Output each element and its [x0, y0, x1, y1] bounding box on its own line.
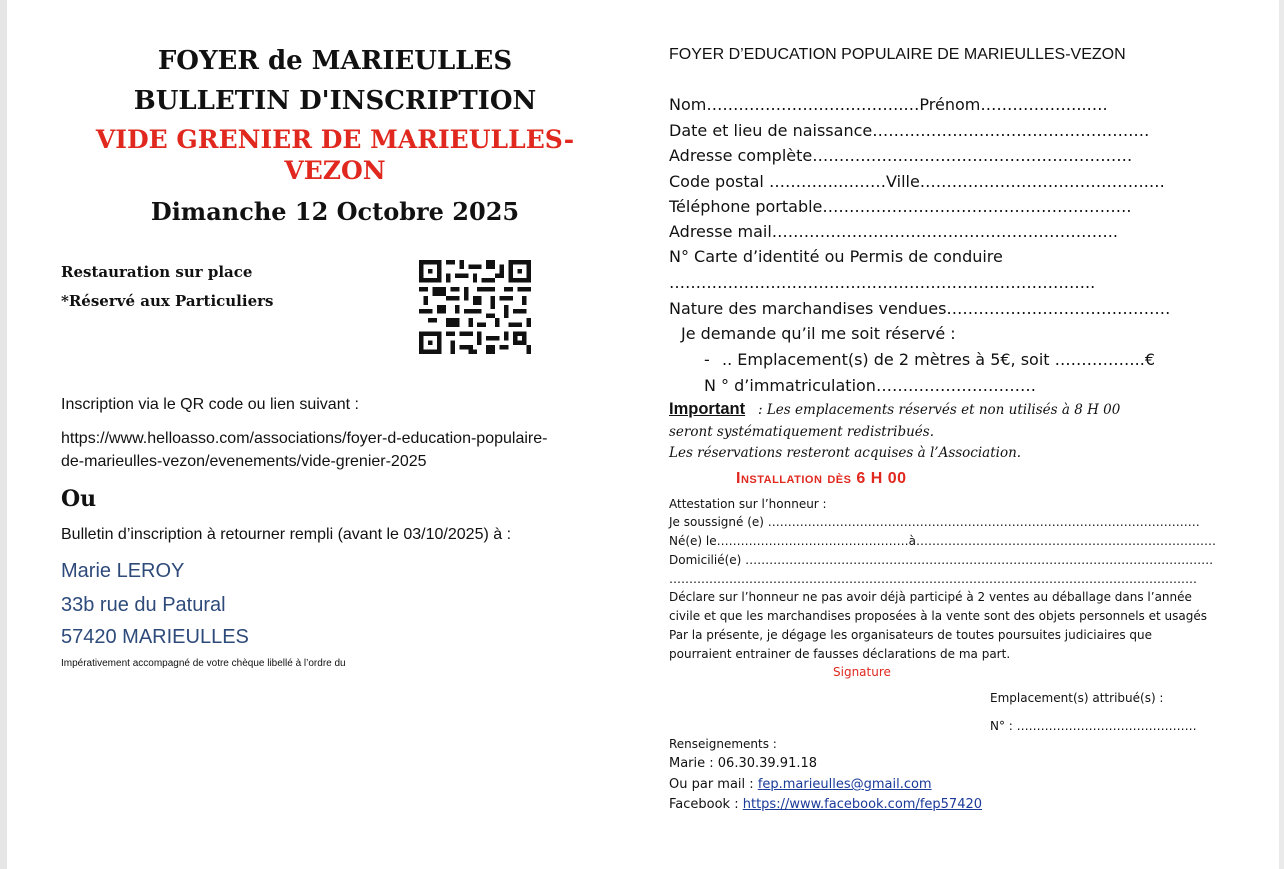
- field-cni-dots[interactable]: ……………………………………………………………………..: [669, 273, 1096, 292]
- mail-label: Ou par mail :: [669, 777, 758, 792]
- address-street: 33b rue du Patural: [61, 594, 226, 616]
- address-city: 57420 MARIEULLES: [61, 626, 249, 648]
- emplacement-attribue: Emplacement(s) attribué(s) :: [990, 691, 1164, 705]
- page-edge-left: [0, 0, 7, 869]
- restauration-note: Restauration sur place: [61, 263, 253, 281]
- field-cni-label: N° Carte d’identité ou Permis de conduire: [669, 247, 1003, 266]
- declaration-line-4: pourraient entrainer de fausses déclarations de ma part.: [669, 647, 1011, 661]
- qr-intro: Inscription via le QR code ou lien suivant :: [61, 396, 359, 413]
- field-soussigne[interactable]: Je soussigné (e) ………………………………………………………………………………………………: [669, 515, 1200, 529]
- field-telephone[interactable]: Téléphone portable………………………………………………….: [669, 197, 1132, 216]
- facebook-label: Facebook :: [669, 797, 743, 812]
- declaration-line-2: civile et que les marchandises proposées à la vente sont des objets personnels et usagés: [669, 609, 1207, 623]
- signature-label: Signature: [833, 665, 891, 679]
- important-text-1: : Les emplacements réservés et non utilisés à 8 H 00: [758, 402, 1121, 418]
- field-domicile[interactable]: Domicilié(e) ………………………………………………………………………………………………………: [669, 553, 1214, 567]
- field-numero[interactable]: N° : ………………………………………: [990, 719, 1197, 733]
- important-text-3: Les réservations resteront acquises à l’Association.: [669, 445, 1022, 461]
- address-name: Marie LEROY: [61, 560, 185, 582]
- declaration-line-1: Déclare sur l’honneur ne pas avoir déjà participé à 2 ventes au déballage dans l’année: [669, 590, 1192, 604]
- right-heading: FOYER D’EDUCATION POPULAIRE DE MARIEULLES-VEZON: [669, 46, 1126, 63]
- bulletin-instruction: Bulletin d’inscription à retourner rempli (avant le 03/10/2025) à :: [61, 526, 512, 543]
- facebook-link[interactable]: https://www.facebook.com/fep57420: [742, 797, 983, 812]
- field-cp-ville[interactable]: Code postal ………….………Ville…………………………………….…: [669, 172, 1165, 191]
- title-bulletin: BULLETIN D'INSCRIPTION: [133, 86, 537, 116]
- ou-separator: Ou: [61, 486, 97, 512]
- title-foyer: FOYER de MARIEULLES: [157, 46, 513, 76]
- demande-label: Je demande qu’il me soit réservé :: [681, 324, 956, 343]
- field-nom-prenom[interactable]: Nom……………………………….…Prénom………………..….: [669, 95, 1108, 114]
- field-naissance[interactable]: Date et lieu de naissance………………………………………….…: [669, 121, 1150, 140]
- bullet-dash: -: [704, 350, 710, 369]
- helloasso-link-line2[interactable]: de-marieulles-vezon/evenements/vide-grenier-2025: [61, 453, 427, 470]
- declaration-line-3: Par la présente, je dégage les organisateurs de toutes poursuites judiciaires que: [669, 628, 1152, 642]
- important-label: Important: [669, 400, 746, 418]
- contact-phone: Marie : 06.30.39.91.18: [669, 756, 818, 771]
- page-edge-right: [1279, 0, 1284, 869]
- field-emplacement[interactable]: .. Emplacement(s) de 2 mètres à 5€, soit ……………..€: [722, 350, 1155, 369]
- field-ne-le[interactable]: Né(e) le…………………………………………à…………………………………………………………………: [669, 534, 1216, 548]
- field-domicile-dots[interactable]: ……………………………………………………………………………………………………………………: [669, 572, 1197, 586]
- event-title-line1: VIDE GRENIER DE MARIEULLES-: [95, 125, 575, 154]
- helloasso-link-line1[interactable]: https://www.helloasso.com/associations/foyer-d-education-populaire-: [61, 430, 548, 447]
- field-mail[interactable]: Adresse mail………………………………………………………..: [669, 222, 1118, 241]
- cheque-footnote: Impérativement accompagné de votre chèque libellé à l’ordre du: [61, 658, 346, 669]
- field-immatriculation[interactable]: N ° d’immatriculation…………………………: [704, 376, 1036, 395]
- attestation-title: Attestation sur l’honneur :: [669, 497, 827, 511]
- renseignements-label: Renseignements :: [669, 737, 777, 751]
- qr-code[interactable]: [419, 259, 531, 355]
- field-adresse[interactable]: Adresse complète……………………………………………………: [669, 146, 1133, 165]
- installation-time: Installation dès 6 H 00: [736, 470, 907, 487]
- event-title-line2: VEZON: [284, 156, 386, 185]
- contact-mail-link[interactable]: fep.marieulles@gmail.com: [757, 777, 932, 792]
- event-date: Dimanche 12 Octobre 2025: [150, 197, 520, 226]
- field-nature[interactable]: Nature des marchandises vendues……………………………………: [669, 299, 1171, 318]
- reserve-note: *Réservé aux Particuliers: [61, 292, 274, 310]
- important-text-2: seront systématiquement redistribués.: [669, 424, 934, 440]
